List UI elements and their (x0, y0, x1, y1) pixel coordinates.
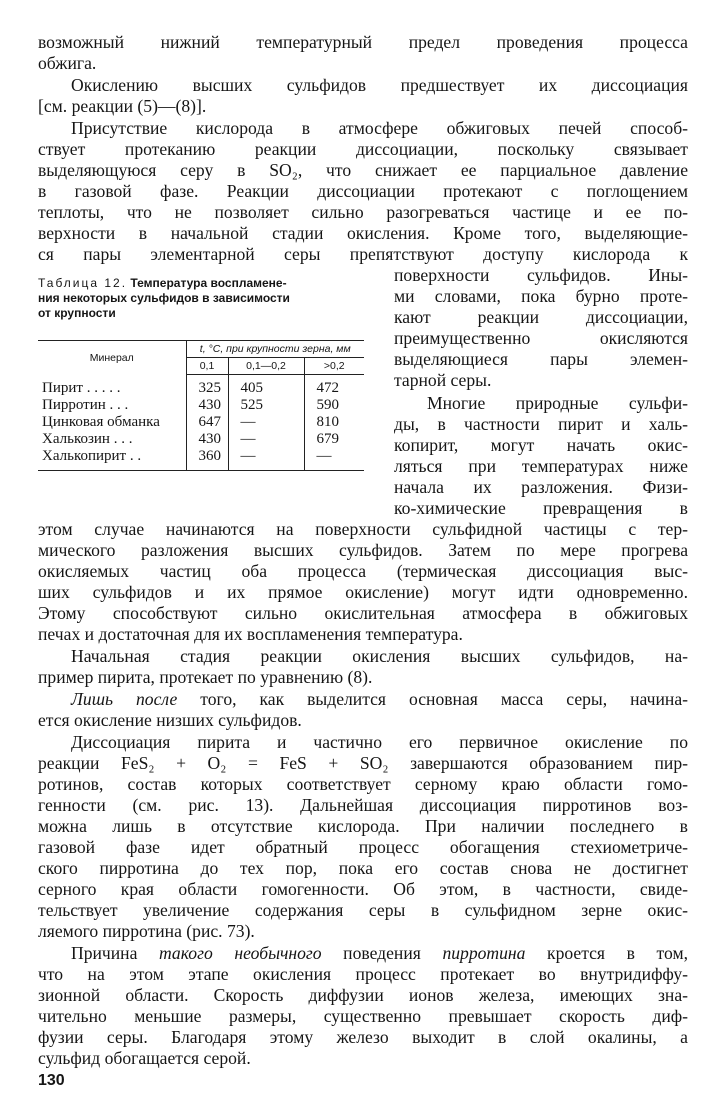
text-line: что на этом этапе окисления процесс протекает во внутридиффу- (38, 964, 688, 984)
text-line: мического разложения высших сульфидов. Затем по мере прогрева (38, 540, 688, 560)
table-caption (38, 276, 364, 321)
text-line: газовой фазе идет обратный процесс обогащения стехиометриче- (38, 837, 688, 857)
text-line (38, 943, 688, 964)
text-line: кают реакции диссоциации, (394, 307, 688, 327)
text-line: верхности в начальной стадии окисления. Кроме того, выделяющие- (38, 223, 688, 243)
mineral-cell: Халькозин . . . (42, 431, 133, 447)
text-span: поведения (321, 943, 443, 963)
mineral-cell: Цинковая обманка (42, 414, 160, 430)
text-line (38, 689, 688, 710)
text-line: печах и достаточная для их воспламенения температура. (38, 624, 463, 644)
value-cell: 590 (304, 397, 364, 414)
paragraph-1 (38, 75, 688, 117)
text-line: зионной области. Скорость диффузии ионов железа, имеющих зна- (38, 985, 688, 1005)
text-line: ствует протеканию реакции диссоциации, поскольку связывает (38, 139, 688, 159)
text-line: пример пирита, протекает по уравнению (8). (38, 667, 373, 687)
italic-phrase: такого необычного (159, 943, 322, 963)
text-span: Причина (71, 943, 160, 963)
value-cell: 525 (228, 397, 304, 414)
text-line: выделяющиеся пары элемен- (394, 349, 688, 369)
text-line: возможный нижний температурный предел проведения процесса (38, 32, 688, 52)
text-line: [см. реакции (5)—(8)]. (38, 96, 207, 116)
text-line: серного края области гомогенности. Об этом, в частности, свиде- (38, 879, 688, 899)
paragraph-7 (38, 943, 688, 1069)
value-cell: 472 (304, 375, 364, 398)
text-line: окисляемых частиц оба процесса (термическая диссоциация выс- (38, 561, 688, 581)
table-caption-line: от крупности (38, 306, 116, 320)
mineral-cell: Халькопирит . . (38, 448, 186, 471)
table-caption-number: Таблица 12. (38, 276, 128, 290)
page-number: 130 (38, 1072, 65, 1089)
table-row (38, 448, 364, 471)
column-header: 0,1—0,2 (228, 358, 304, 375)
value-cell: 647 (186, 414, 228, 431)
paragraph-0 (38, 32, 688, 74)
paragraph-2-right-column (394, 265, 688, 391)
text-line: Начальная стадия реакции окисления высших сульфидов, на- (71, 646, 688, 666)
column-header: 0,1 (186, 358, 228, 375)
text-line: тарной серы. (394, 370, 492, 390)
text-line: теплоты, что не позволяет сильно разогреваться частице и ее по- (38, 202, 688, 222)
text-line: ды, в частности пирит и халь- (394, 414, 688, 434)
table-row (38, 431, 364, 448)
value-cell: 430 (186, 431, 228, 448)
text-line: ших сульфидов и их прямое окисление) могут идти одновременно. (38, 582, 688, 602)
text-line: ми словами, пока бурно проте- (394, 286, 688, 306)
text-line: ротинов, состав которых соответствует серному краю области гомо- (38, 774, 688, 794)
column-header: >0,2 (304, 358, 364, 375)
value-cell: 679 (304, 431, 364, 448)
text-line: ко-химические превращения в (394, 498, 688, 518)
text-line: фузии серы. Благодаря этому железо выходит в слой окалины, а (38, 1027, 688, 1047)
text-line: чительно меньшие размеры, существенно превышает скорость диф- (38, 1006, 688, 1026)
value-cell: — (228, 448, 304, 471)
table-row (38, 375, 364, 398)
text-line: можна лишь в отсутствие кислорода. При наличии последнего в (38, 816, 688, 836)
table-row (38, 397, 364, 414)
column-header-mineral: Минерал (38, 341, 186, 375)
paragraph-3 (38, 519, 688, 645)
table-row (38, 414, 364, 431)
value-cell: — (228, 414, 304, 431)
text-line: поверхности сульфидов. Ины- (394, 265, 688, 285)
text-line: тельствует увеличение содержания серы в сульфидном зерне окис- (38, 900, 688, 920)
paragraph-4 (38, 646, 688, 688)
text-line: реакции FeS₂ + O₂ = FeS + SO₂ завершаются образованием пир- (38, 753, 688, 773)
text-line: начала их разложения. Физи- (394, 477, 688, 497)
value-cell: 405 (228, 375, 304, 398)
text-line: обжига. (38, 53, 97, 73)
text-line: выделяющуюся серу в SO₂, что снижает ее парциальное давление (38, 160, 688, 180)
column-header-group: t, °С, при крупности зерна, мм (186, 341, 364, 358)
ignition-temperature-table (38, 340, 364, 471)
text-line: ется окисление низших сульфидов. (38, 710, 302, 730)
text-line: преимущественно окисляются (394, 328, 688, 348)
text-line: генности (см. рис. 13). Дальнейшая диссоциация пирротинов воз- (38, 795, 688, 815)
paragraph-3-right-column (394, 393, 688, 519)
text-line: ляемого пирротина (рис. 73). (38, 921, 255, 941)
table-caption-line: Температура воспламене- (130, 276, 287, 290)
paragraph-2 (38, 118, 688, 265)
value-cell: 430 (186, 397, 228, 414)
text-span: кроется в том, (525, 943, 688, 963)
value-cell: 810 (304, 414, 364, 431)
value-cell: 360 (186, 448, 228, 471)
text-line: Диссоциация пирита и частично его первичное окисление по (71, 732, 688, 752)
text-line: ся пары элементарной серы препятствуют доступу кислорода к (38, 244, 688, 264)
paragraph-6 (38, 732, 688, 942)
mineral-cell: Пирит . . . . . (42, 379, 121, 396)
text-line: сульфид обогащается серой. (38, 1048, 251, 1068)
value-cell: 325 (186, 375, 228, 398)
text-span: того, как выделится основная масса серы, начина- (177, 689, 688, 709)
text-line: этом случае начинаются на поверхности сульфидной частицы с тер- (38, 519, 688, 539)
italic-phrase: пирротина (442, 943, 526, 963)
text-line: Многие природные сульфи- (427, 393, 688, 413)
text-line: в газовой фазе. Реакции диссоциации протекают с поглощением (38, 181, 688, 201)
value-cell: — (304, 448, 364, 471)
table-caption-line: ния некоторых сульфидов в зависимости (38, 291, 290, 305)
text-line: ского пирротина до тех пор, пока его состав снова не достигнет (38, 858, 688, 878)
text-line: Окислению высших сульфидов предшествует их диссоциация (71, 75, 688, 95)
text-line: Присутствие кислорода в атмосфере обжиговых печей способ- (71, 118, 688, 138)
text-line: копирит, могут начать окис- (394, 435, 688, 455)
value-cell: — (228, 431, 304, 448)
text-line: ляться при температурах ниже (394, 456, 688, 476)
text-line: Этому способствуют сильно окислительная атмосфера в обжиговых (38, 603, 688, 623)
mineral-cell: Пирротин . . . (42, 397, 129, 413)
paragraph-5 (38, 689, 688, 731)
italic-phrase: Лишь после (71, 689, 178, 709)
